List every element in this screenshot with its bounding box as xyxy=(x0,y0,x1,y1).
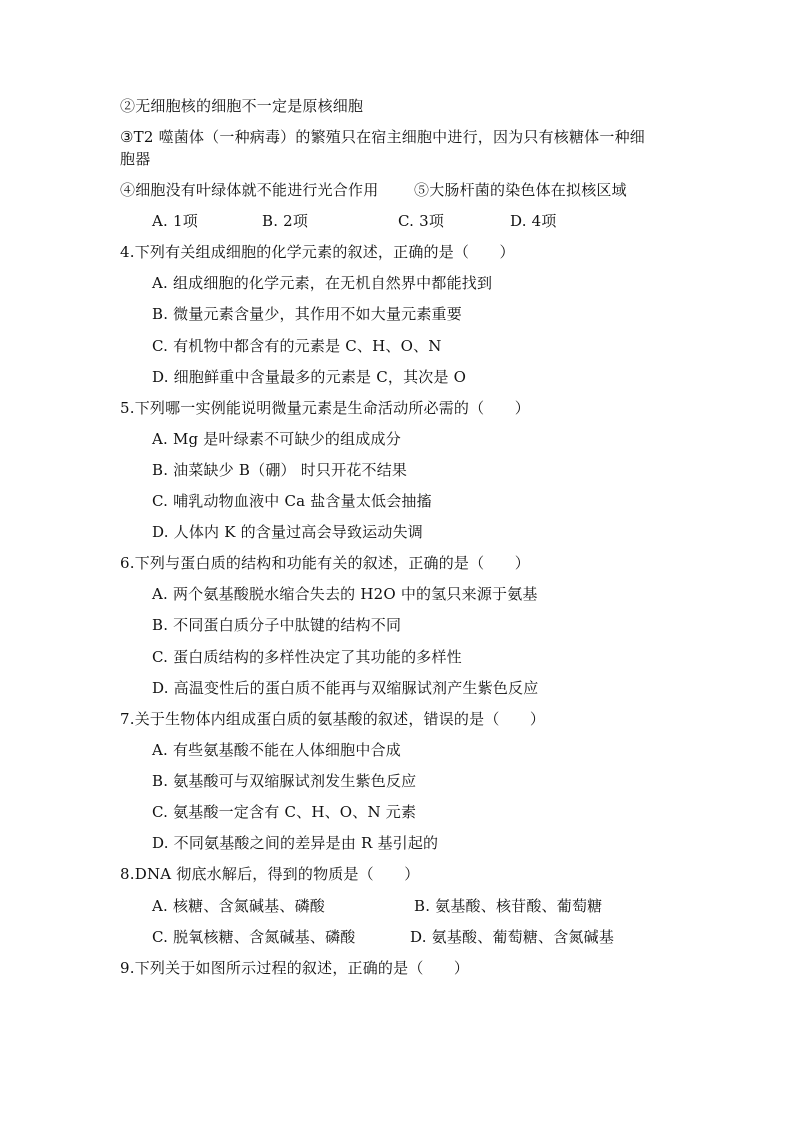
statement-3-line2: 胞器 xyxy=(120,150,151,168)
q7-option-d: D. 不同氨基酸之间的差异是由 R 基引起的 xyxy=(152,834,439,852)
q8-option-a: A. 核糖、含氮碱基、磷酸 xyxy=(152,897,325,915)
q7-option-b: B. 氨基酸可与双缩脲试剂发生紫色反应 xyxy=(152,772,417,790)
q8-option-d: D. 氨基酸、葡萄糖、含氮碱基 xyxy=(410,928,615,946)
q6-option-c: C. 蛋白质结构的多样性决定了其功能的多样性 xyxy=(152,648,462,666)
statement-3-line1: ③T2 噬菌体（一种病毒）的繁殖只在宿主细胞中进行，因为只有核糖体一种细 xyxy=(120,128,645,146)
q6-stem: 6.下列与蛋白质的结构和功能有关的叙述，正确的是（ ） xyxy=(120,554,530,572)
q8-option-b: B. 氨基酸、核苷酸、葡萄糖 xyxy=(414,897,603,915)
q6-option-b: B. 不同蛋白质分子中肽键的结构不同 xyxy=(152,616,402,634)
q5-option-c: C. 哺乳动物血液中 Ca 盐含量太低会抽搐 xyxy=(152,492,432,510)
q7-stem: 7.关于生物体内组成蛋白质的氨基酸的叙述，错误的是（ ） xyxy=(120,710,546,728)
q7-option-a: A. 有些氨基酸不能在人体细胞中合成 xyxy=(152,741,401,759)
q8-stem: 8.DNA 彻底水解后，得到的物质是（ ） xyxy=(120,865,420,883)
q6-option-a: A. 两个氨基酸脱水缩合失去的 H2O 中的氢只来源于氨基 xyxy=(152,585,538,603)
q3-option-b: B. 2项 xyxy=(262,212,309,230)
q4-stem: 4.下列有关组成细胞的化学元素的叙述，正确的是（ ） xyxy=(120,243,515,261)
q5-option-d: D. 人体内 K 的含量过高会导致运动失调 xyxy=(152,523,423,541)
q6-option-d: D. 高温变性后的蛋白质不能再与双缩脲试剂产生紫色反应 xyxy=(152,679,539,697)
q4-option-d: D. 细胞鲜重中含量最多的元素是 C，其次是 O xyxy=(152,368,467,386)
q4-option-b: B. 微量元素含量少，其作用不如大量元素重要 xyxy=(152,305,462,323)
q5-stem: 5.下列哪一实例能说明微量元素是生命活动所必需的（ ） xyxy=(120,399,530,417)
q5-option-b: B. 油菜缺少 B（硼） 时只开花不结果 xyxy=(152,461,408,479)
q8-option-c: C. 脱氧核糖、含氮碱基、磷酸 xyxy=(152,928,356,946)
q3-option-a: A. 1项 xyxy=(152,212,198,230)
q4-option-a: A. 组成细胞的化学元素，在无机自然界中都能找到 xyxy=(152,274,493,292)
statement-5: ⑤大肠杆菌的染色体在拟核区域 xyxy=(414,181,627,199)
statement-2: ②无细胞核的细胞不一定是原核细胞 xyxy=(120,97,364,115)
q3-option-c: C. 3项 xyxy=(398,212,445,230)
statement-4: ④细胞没有叶绿体就不能进行光合作用 xyxy=(120,181,379,199)
q3-option-d: D. 4项 xyxy=(510,212,557,230)
q5-option-a: A. Mg 是叶绿素不可缺少的组成成分 xyxy=(152,430,401,448)
q7-option-c: C. 氨基酸一定含有 C、H、O、N 元素 xyxy=(152,803,417,821)
q4-option-c: C. 有机物中都含有的元素是 C、H、O、N xyxy=(152,337,442,355)
q9-stem: 9.下列关于如图所示过程的叙述，正确的是（ ） xyxy=(120,959,470,977)
